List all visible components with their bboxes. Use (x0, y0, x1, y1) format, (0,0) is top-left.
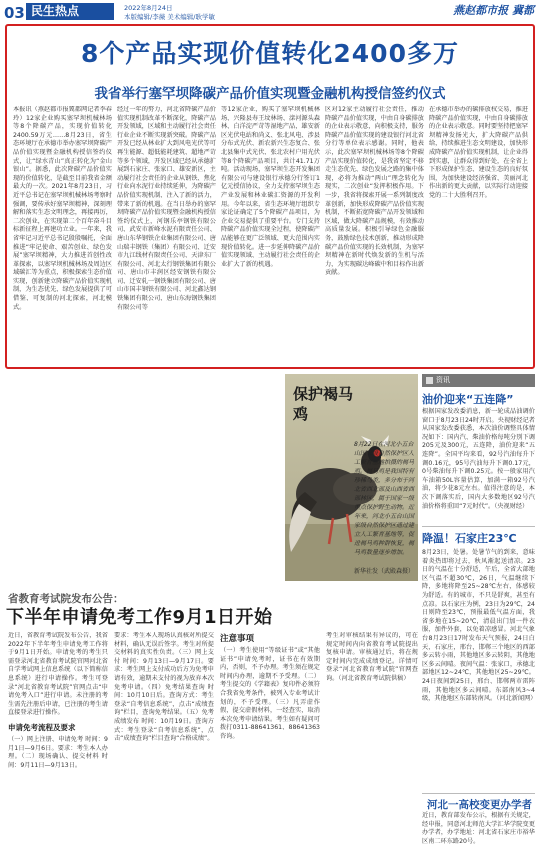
school-headline: 河北一高校变更办学者 (427, 799, 532, 811)
exam-notice-heading: 注意事项 (220, 634, 255, 644)
cooling-headline: 降温！石家庄23℃ (422, 532, 517, 545)
exam-process-subhead: 申请免考流程及要求 (8, 722, 76, 732)
news-section-label: 资讯 (422, 374, 535, 387)
exam-column-1 (8, 632, 108, 854)
bird-photo-credit: 新华社发（武殿森摄） (354, 568, 415, 575)
feature-column-1: 本报讯（燕赵都市报冀都网记者李春玲）12家企业购买塞罕坝机械林场等8个降碳产品，实现价值转化2400.59万元……8月23日，省生态环境厅在承德市举办塞罕坝降碳产品价值实现暨金融机构授信签约仪式，让“绿水青山”真正转化为“金山银山”。据悉，此次降碳产品价值实现的价值转化，是截至目前我省金额最大的一次。2021年8月23日，习近平总书记在塞罕坝机械林场考察时强调，要传承好塞罕坝精神，深刻理解和落实生态文明理念，再接再厉，二次创业，在实现第二个百年奋斗目标新征程上再建功立业。一年来，我省牢记习近平总书记殷殷嘱托，全面推进“牢记使命、艰苦创业、绿色发展”塞罕坝精神，大力推进首创性改革探索，以塞罕坝机械林场及周边区域碳汇等为重点，积极探索生态价值实现，创新建立降碳产品价值实现机制，为生态优先、绿色发展提供了可借鉴、可复制的河北探索，河北模式。 (13, 106, 112, 311)
bird-photo-caption: 8月22日在河北小五台山国家级自然保护区人工繁育基地拍摄的褐马鸡。褐马鸡是我国特有珍稀鸟类，多分布于河北省西北部及山西省西部林区，属于国家一级重点保护野生动物。近年来，河北小五台山国家级自然保护区通过建立人工繁育基地等，促进褐马鸡种群恢复，褐马鸡数量逐步增加。 (354, 441, 415, 556)
cooling-body: 8月23日，处暑。处暑节气的到来，意味着炎热即将过去，秋风渐起送清凉。23日的气温在十分舒适，午后，全省大部地区气温不超30℃，26日，气温继续下降，多地将降至25~28℃左右，体感较为舒适。有的城市，不只是舒爽，甚至有点凉。以石家庄为例，23日为29℃，24日则降至23℃，预报最低气温方面，我省多地在15~20℃，清晨出门加一件衣服，加件外套，以免着凉感冒。河北气象台8月23日17时发布天气预报，24日白天，石家庄，邢台，邯郸三个地区的西部多云转小雨，其他地区多云转阴，其他地区多云间晴。夜间气温：张家口，承德北部地区12~24℃，其他地区25~29℃。24日夜间到25日，邢台、邯郸两市雷阵雨，其他地区多云间晴。东部南风3~4级，其他地区东部转南风。（河北新闻网） (422, 549, 537, 703)
exam-headline: 下半年申请免考工作9月1日开始 (6, 607, 273, 628)
exam-column-4: 考生对审核结果有异议的，可在规定时间内向省教育考试院提出复核申请。审核通过后，将在规定时间内完成成绩登记。详情可登录“河北省教育考试院”官网查询。（河北省教育考试院供稿） (326, 632, 418, 682)
oil-price-headline: 油价迎来“五连降” (422, 393, 514, 406)
divider (422, 793, 535, 794)
feature-subtitle: 我省举行塞罕坝降碳产品价值实现暨金融机构授信签约仪式 (94, 86, 446, 102)
feature-article (5, 24, 535, 369)
divider (422, 526, 535, 527)
exam-intro-text: 近日，省教育考试院发布公告，我省2022年下半年考生申请免考工作将于9月1日开始。申请免考的考生只需登录河北省教育考试院官网河北省自学考试网上信息系统（以下简称信息系统）进行申请操作。考生可登录“河北省教育考试院”官网点击“申请免考入口”进行申请。未注册的考生需先注册后申请，已注册的考生请直接登录进行操作。 (8, 632, 108, 717)
editors-line: 本版编辑/李薇 美术编辑/耿学敏 (124, 13, 215, 21)
publication-date: 2022年8月24日 (124, 4, 173, 12)
section-name: 民生热点 (26, 3, 114, 20)
feature-column-5: 在承德市举办的碳排放权交易，推进降碳产品价值实现，中由自身碳排放的企业表示敬意。同时要坚持把塞罕坝精神发扬光大，扩大降碳产品供给，持续推进生态文明建设，加快形成降碳产品价值实现机制，让企业得到实惠，让群众得到好处，在全省上下形成保护生态、建设生态的良好氛围，为加快建设经济强省、美丽河北作出新的更大贡献，以实际行动迎接党的二十大胜利召开。 (429, 106, 528, 199)
exam-supertitle: 省教育考试院发布公告： (8, 593, 124, 605)
feature-column-3: 等12家企业，购买了塞罕坝机械林场、兴隆县寿王坟林场、滦河源头森林、白洋淀严苛等湿地产品，雄安新区光伏电站和尚义、张北风电、涉县分布式光伏、新农新兴生态复合、张北县集中式光伏、张北农村户用光伏等8个降碳产品项目，共计41.71万吨。活动现场，塞罕坝生态开发集团有限公司与建设银行承德分行签订1亿元授信协议，全力支持塞罕坝生态产业发展和林业碳汇资源的开发利用。今年以来，省生态环境厅组织专家论证确定了5个降碳产品项目，为企业交易提供了重要平台。专门支持降碳产品价值实现全过程，使降碳产品能够在更广泛领域、更大范围内实现价值转化。进一步延伸降碳产品价值实现领域、主动履行社会责任的企业扩大了新的机遇。 (221, 106, 320, 268)
exam-column-3 (220, 632, 320, 854)
feature-column-2: 经过一年的努力，河北省降碳产品价值实现机制改革不断深化，降碳产品开发领域，区域和主动履行社会责任行业企业不断实现新突破。降碳产品开发已经从林业扩大到风电光伏等可再生能源、超低能耗建筑、超地严苛等多个领域，开发区域已经从承德扩展到石家庄、张家口、雄安新区，主动履行社会责任的企业从钢铁、焦化行业向水泥行业持续延伸，为降碳产品价值实现机制、注入了新的活力，带来了新的机遇。在当日举办的塞罕坝降碳产品价值实现暨金融机构授信签约仪式上，河钢乐亭钢铁有限公司、武安市新峰水泥有限责任公司、唐山东华钢铁企业集团有限公司、唐山瑞丰钢铁（集团）有限公司、迁安市九江线材有限责任公司、天津东厂有限公司、河北太行钢铁集团有限公司、唐山市丰润区经安钢铁有限公司、迁安轧一钢铁集团有限公司、唐山市国丰钢铁有限公司、河北鑫达钢铁集团有限公司、唐山东海钢铁集团有限公司等 (117, 106, 216, 311)
exam-column-2: 要求：考生本人现场认真核对所提交材料，确认无误后签字。考生对所提交材料的真实性负责。（三）网上支付 时间：9月13日—9月17日。要求：考生网上支付成功后方为免考申请有效，逾期未支付的视为放弃本次免考申请。（四）免考结果查询 时间：10月10日后。查询方式：考生登录“自考信息系统”，点击“成绩查询”栏目，查询免考结果。（五）免考成绩发布 时间：10月19日。查询方式：考生登录“自考信息系统”，点击“成绩查询”栏目查询“合格成绩”。 (114, 632, 214, 743)
exam-notice-text: （一）考生使用“等级证书”或“其他证书”申请免考时，证书在有效期内，否则，不予办理。考生须在规定时间内办理，逾期不予受理。（二）考生提交的《学籍表》复印件必须符合我省免考条件，被列入专业考试计划的，不予受理。（三）凡弄虚作假，提交虚假材料，一经查实，取消本次免考申请结果。考生如有疑问可拨打0311-88641361、88641363 咨询。 (220, 647, 320, 740)
feature-title: 8个产品实现价值转化2400多万 (81, 39, 459, 68)
exam-process-text: （一）网上注册、申请免考 时间：9月1日—9月6日。要求：考生本人办理。（二）现场确认、提交材料 时间：9月11日—9月13日。 (8, 735, 108, 769)
section-number: 03 (4, 4, 25, 22)
masthead-logo: 燕赵都市报 冀都 (453, 4, 534, 17)
bird-photo-title: 保护褐马鸡 (293, 385, 354, 423)
school-body: 近日，教育部发布公示，根据有关规定，经申报，同意河北师范大学汇华学院变更办学者，办学地址：河北省石家庄市裕华区南二环东路20号。 (422, 812, 535, 845)
page-header (0, 0, 540, 22)
feature-column-4: 区对12家主动履行社会责任，推动降碳产品价值实现，中由自身碳排放的企业表示敬意，向积极支持，服务降碳产品价值实现的建设银行河北省分行等单位表示感谢。同时，他表示，此次塞罕坝机械林场等8个降碳产品实现价值转化，是我省坚定不移走生态优先、绿色发展之路的集中体现，必将为推动“两山”理念转化为现实，二次创业“发挥积极作用。下一步，我省将探索开展一系列制度改革创新，加快形成降碳产品价值实现机制，不断拓宽降碳产品开发领域和区域，做大降碳产品规模，有效推动高质量发展。积极引导绿色金融服务，鼓励绿色技术创新，推动形成降碳产品价值实现的长效机制，为塞罕坝精神在新时代焕发新的生机与活力，为实现碳达峰碳中和目标作出新贡献。 (325, 106, 424, 277)
oil-price-body: 根据国家发改委消息，新一轮成品油调价窗口于8月23日24时开启。央视财经记者从国家发改委获悉，本次油价调整具体情况如下：国内汽、柴油价格每吨分别下调205元及300元，五连降，油价迎来“五连降”。全国平均来看，92号汽油每升下调0.16元，95号汽油每升下调0.17元，0号柴油每升下调0.25元。按一般家用汽车油箱50L容量估算，加满一箱92号汽油，将少花8元左右。值得注意的是，本次下调落实后，国内大多数地区92号汽油价格将重回“7元时代”。（央视财经） (422, 408, 535, 510)
